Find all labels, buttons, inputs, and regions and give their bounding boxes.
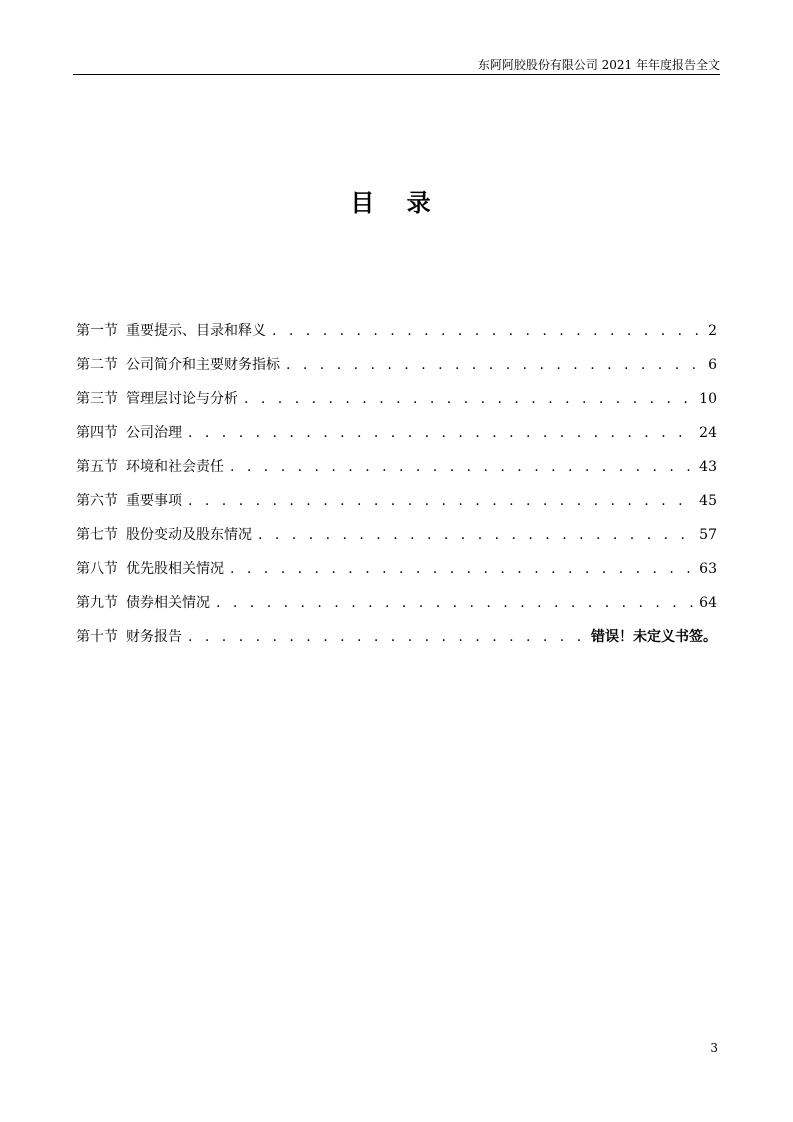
toc-entry-title: 优先股相关情况 bbox=[126, 561, 224, 577]
toc-section-label: 第二节 bbox=[76, 357, 118, 373]
toc-entry-title: 公司简介和主要财务指标 bbox=[126, 357, 280, 373]
toc-entry-title: 股份变动及股东情况 bbox=[126, 527, 252, 543]
toc-section-label: 第三节 bbox=[76, 391, 118, 407]
toc-entry-title: 债券相关情况 bbox=[126, 595, 210, 611]
toc-entry-5[interactable] bbox=[76, 457, 717, 491]
toc-section-label: 第五节 bbox=[76, 459, 118, 475]
toc-entry-title: 管理层讨论与分析 bbox=[126, 391, 238, 407]
toc-entry-8[interactable] bbox=[76, 559, 717, 593]
toc-entry-title: 环境和社会责任 bbox=[126, 459, 224, 475]
toc-page-number: 2 bbox=[708, 323, 717, 339]
toc-page-number: 6 bbox=[708, 357, 717, 373]
toc-leader-dots bbox=[286, 355, 702, 375]
toc-entry-1[interactable] bbox=[76, 321, 717, 355]
toc-leader-dots bbox=[216, 593, 693, 613]
toc-section-label: 第一节 bbox=[76, 323, 118, 339]
toc-leader-dots bbox=[244, 389, 693, 409]
toc-entry-title: 财务报告 bbox=[126, 629, 182, 645]
toc-leader-dots bbox=[188, 627, 585, 647]
toc-page-number: 45 bbox=[699, 493, 717, 509]
toc-section-label: 第九节 bbox=[76, 595, 118, 611]
toc-entry-6[interactable] bbox=[76, 491, 717, 525]
toc-entry-3[interactable] bbox=[76, 389, 717, 423]
toc-entry-9[interactable] bbox=[76, 593, 717, 627]
toc-entry-2[interactable] bbox=[76, 355, 717, 389]
toc-page-number: 64 bbox=[699, 595, 717, 611]
toc-entry-title: 重要提示、目录和释义 bbox=[126, 323, 266, 339]
toc-page-number: 10 bbox=[699, 391, 717, 407]
toc-entry-4[interactable] bbox=[76, 423, 717, 457]
toc-leader-dots bbox=[230, 559, 693, 579]
toc-entry-title: 公司治理 bbox=[126, 425, 182, 441]
toc-section-label: 第七节 bbox=[76, 527, 118, 543]
toc-leader-dots bbox=[272, 321, 702, 341]
toc-leader-dots bbox=[188, 423, 693, 443]
toc-section-label: 第六节 bbox=[76, 493, 118, 509]
page-title: 目 录 bbox=[350, 189, 443, 217]
toc-leader-dots bbox=[258, 525, 693, 545]
toc-page-number: 24 bbox=[699, 425, 717, 441]
running-header: 东阿阿胶股份有限公司 2021 年年度报告全文 bbox=[477, 58, 720, 72]
page-number: 3 bbox=[710, 1041, 718, 1055]
toc-section-label: 第八节 bbox=[76, 561, 118, 577]
toc-leader-dots bbox=[230, 457, 693, 477]
toc-entry-10[interactable] bbox=[76, 627, 717, 661]
toc-leader-dots bbox=[188, 491, 693, 511]
toc-page-number: 63 bbox=[699, 561, 717, 577]
table-of-contents bbox=[76, 321, 717, 661]
toc-section-label: 第十节 bbox=[76, 629, 118, 645]
toc-page-number: 43 bbox=[699, 459, 717, 475]
toc-bookmark-error: 错误！未定义书签。 bbox=[591, 629, 717, 645]
toc-entry-7[interactable] bbox=[76, 525, 717, 559]
toc-section-label: 第四节 bbox=[76, 425, 118, 441]
header-rule bbox=[73, 74, 720, 75]
toc-entry-title: 重要事项 bbox=[126, 493, 182, 509]
toc-page-number: 57 bbox=[699, 527, 717, 543]
